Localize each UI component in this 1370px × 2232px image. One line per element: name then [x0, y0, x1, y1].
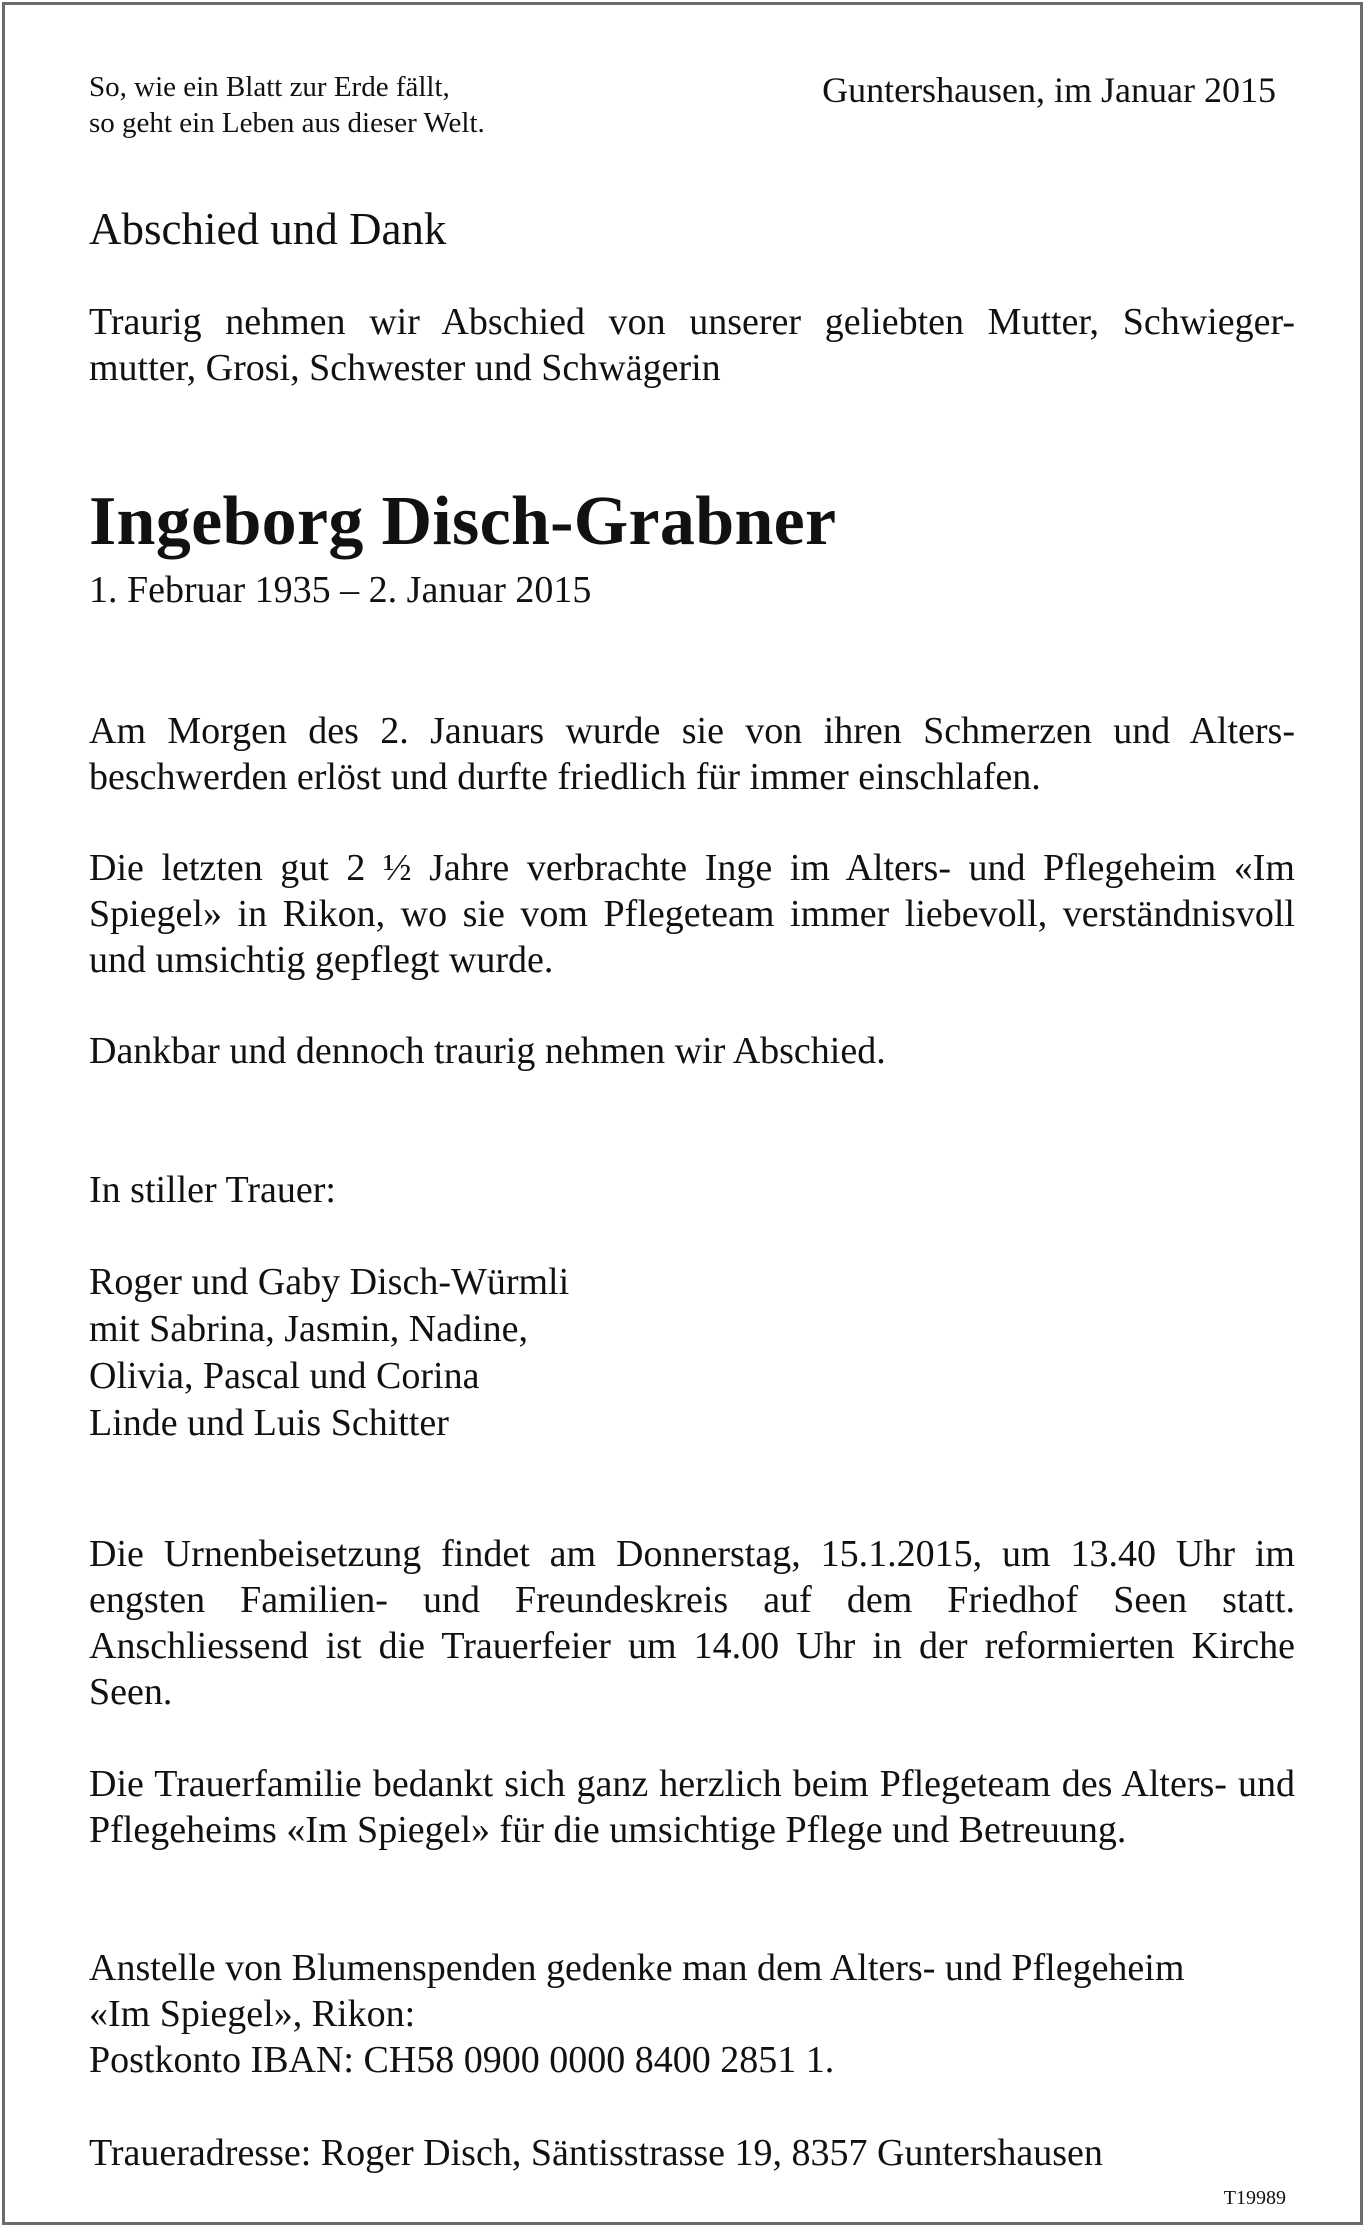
motto-verse: [89, 69, 609, 141]
paragraph-passing: Am Morgen des 2. Januars wurde sie von ihren Schmerzen und Alters- beschwerden erlöst und durfte friedlich für immer einschlafen.: [89, 710, 1295, 798]
thanks-text: Die Trauerfamilie bedankt sich ganz herzlich beim Pflegeteam des Alters- und Pflegeheims «Im Spiegel» für die umsichtige Pflege und Betreuung.: [89, 1763, 1295, 1851]
family-line: Linde und Luis Schitter: [89, 1402, 449, 1444]
intro-text: Traurig nehmen wir Abschied von unserer geliebten Mutter, Schwieger- mutter, Grosi, Schwester und Schwägerin: [89, 301, 1295, 389]
donation-line-2: «Im Spiegel», Rikon:: [89, 1993, 416, 2035]
family-line: Roger und Gaby Disch-Würmli: [89, 1261, 570, 1303]
obituary-notice: [2, 2, 1363, 2225]
ceremony-info: Die Urnenbeisetzung findet am Donnerstag, 15.1.2015, um 13.40 Uhr im engsten Familien- und Freundeskreis auf dem Friedhof Seen statt. Anschliessend ist die Trauerfeier um 14.00 Uhr in der reformierten Kirche Seen.: [89, 1533, 1295, 1713]
mourning-address: Traueradresse: Roger Disch, Säntisstrasse 19, 8357 Guntershausen: [89, 2132, 1103, 2174]
donation-info: [89, 1945, 1295, 2083]
donation-iban: Postkonto IBAN: CH58 0900 0000 8400 2851 1.: [89, 2039, 835, 2081]
donation-line-1: Anstelle von Blumenspenden gedenke man dem Alters- und Pflegeheim: [89, 1947, 1185, 1989]
paragraph-farewell: Dankbar und dennoch traurig nehmen wir Abschied.: [89, 1030, 886, 1072]
deceased-name: Ingeborg Disch-Grabner: [89, 483, 837, 560]
ad-code: T19989: [1223, 2187, 1286, 2209]
family-line: Olivia, Pascal und Corina: [89, 1355, 480, 1397]
motto-line-1: So, wie ein Blatt zur Erde fällt,: [89, 71, 450, 103]
paragraph-care-home: Die letzten gut 2 ½ Jahre verbrachte Inge im Alters- und Pflegeheim «Im Spiegel» in Rikon, wo sie vom Pflegeteam immer liebevoll, verständnisvoll und umsichtig gepflegt wurde.: [89, 847, 1295, 981]
heading: Abschied und Dank: [89, 204, 447, 254]
place-date: Guntershausen, im Januar 2015: [822, 70, 1276, 110]
family-line: mit Sabrina, Jasmin, Nadine,: [89, 1308, 529, 1350]
motto-line-2: so geht ein Leben aus dieser Welt.: [89, 107, 485, 139]
family-list: [89, 1259, 1295, 1447]
mourning-label: In stiller Trauer:: [89, 1169, 336, 1211]
life-dates: 1. Februar 1935 – 2. Januar 2015: [89, 569, 592, 611]
